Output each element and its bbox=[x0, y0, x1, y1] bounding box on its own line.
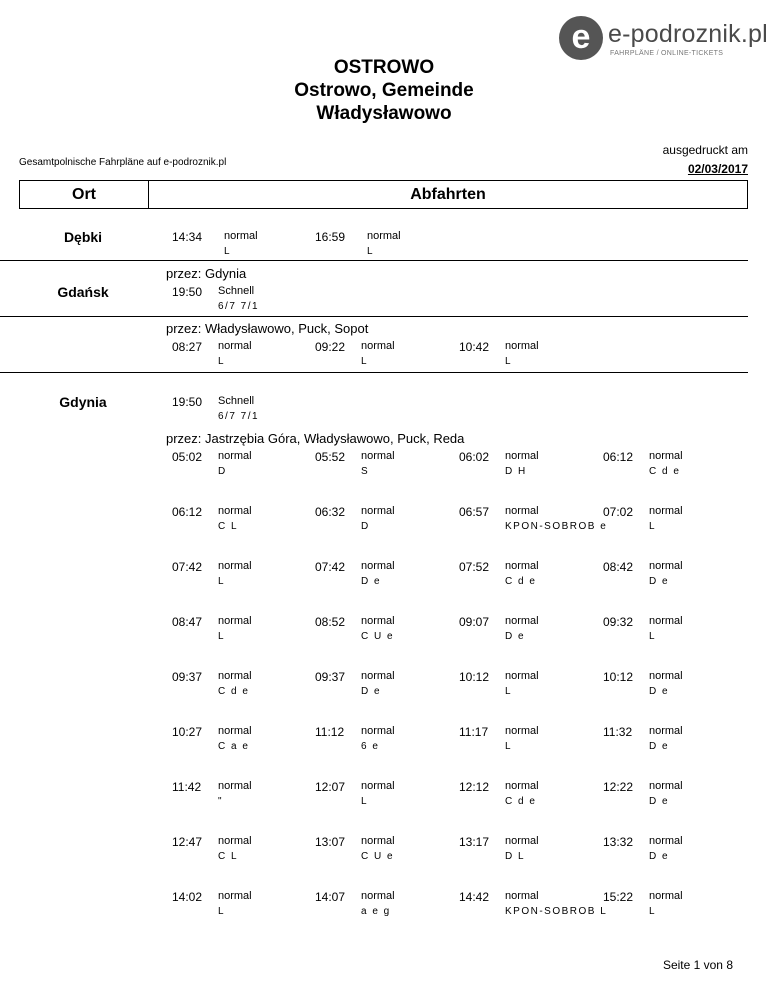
separator bbox=[0, 372, 748, 373]
departure-kind: normal bbox=[505, 890, 539, 902]
column-departures: Abfahrten bbox=[410, 186, 486, 203]
departure-time: 15:22 bbox=[603, 890, 634, 904]
departure-notes: " bbox=[218, 796, 224, 807]
departure-kind: normal bbox=[505, 725, 539, 737]
via-gdynia-3: przez: Jastrzębia Góra, Władysławowo, Puck, Reda bbox=[166, 431, 465, 446]
stop-municipality: Władysławowo bbox=[316, 103, 452, 124]
departure-notes: 6/7 7/1 bbox=[218, 411, 260, 422]
departure-kind: normal bbox=[649, 725, 683, 737]
departure-kind: normal bbox=[218, 505, 252, 517]
departure-kind: normal bbox=[505, 780, 539, 792]
departure-notes: D e bbox=[649, 576, 670, 587]
departure-time: 07:02 bbox=[603, 505, 634, 519]
departure-notes: 6/7 7/1 bbox=[218, 301, 260, 312]
departure-time: 14:34 bbox=[172, 230, 203, 244]
separator bbox=[0, 316, 748, 317]
departure-notes: C d e bbox=[505, 576, 537, 587]
departure-kind: Schnell bbox=[218, 395, 255, 407]
departure-notes: C d e bbox=[505, 796, 537, 807]
departure-time: 07:52 bbox=[459, 560, 490, 574]
departure-time: 10:12 bbox=[459, 670, 490, 684]
departure-notes: L bbox=[649, 906, 657, 917]
departure-kind: normal bbox=[361, 725, 395, 737]
departure-kind: normal bbox=[218, 890, 252, 902]
departure-notes: C U e bbox=[361, 851, 395, 862]
separator bbox=[0, 260, 748, 261]
departure-time: 07:42 bbox=[315, 560, 346, 574]
departure-time: 12:12 bbox=[459, 780, 490, 794]
departure-notes: L bbox=[649, 521, 657, 532]
departure-time: 08:47 bbox=[172, 615, 203, 629]
departure-notes: D e bbox=[361, 686, 382, 697]
departure-notes: L bbox=[505, 356, 513, 367]
departure-kind: normal bbox=[361, 505, 395, 517]
departure-time: 05:02 bbox=[172, 450, 203, 464]
departure-time: 09:22 bbox=[315, 340, 346, 354]
departure-notes: L bbox=[367, 246, 375, 257]
departure-kind: normal bbox=[649, 670, 683, 682]
departure-time: 14:42 bbox=[459, 890, 490, 904]
city-debki: Dębki bbox=[63, 229, 103, 245]
departure-kind: normal bbox=[649, 615, 683, 627]
departure-time: 14:07 bbox=[315, 890, 346, 904]
departure-kind: normal bbox=[649, 450, 683, 462]
departure-notes: L bbox=[218, 906, 226, 917]
departure-time: 12:22 bbox=[603, 780, 634, 794]
departure-kind: normal bbox=[505, 560, 539, 572]
departure-notes: L bbox=[218, 356, 226, 367]
departure-time: 11:32 bbox=[603, 725, 633, 739]
city-gdynia: Gdynia bbox=[59, 394, 107, 410]
departure-notes: KPON-SOBROB L bbox=[505, 906, 608, 917]
departure-notes: L bbox=[361, 796, 369, 807]
departure-time: 10:42 bbox=[459, 340, 490, 354]
departure-notes: L bbox=[505, 741, 513, 752]
departure-kind: normal bbox=[367, 230, 401, 242]
departure-time: 19:50 bbox=[172, 395, 203, 409]
departure-kind: normal bbox=[361, 450, 395, 462]
departure-time: 09:07 bbox=[459, 615, 490, 629]
via-gdynia-1: przez: Władysławowo, Puck, Sopot bbox=[166, 321, 369, 336]
departure-time: 06:02 bbox=[459, 450, 490, 464]
page-number: Seite 1 von 8 bbox=[662, 958, 733, 972]
departure-time: 12:47 bbox=[172, 835, 203, 849]
printed-label: ausgedruckt am bbox=[662, 143, 748, 157]
departure-kind: normal bbox=[218, 670, 252, 682]
stop-subtitle: Ostrowo, Gemeinde bbox=[294, 80, 474, 101]
departure-notes: C d e bbox=[649, 466, 681, 477]
departure-notes: 6 e bbox=[361, 741, 380, 752]
departure-notes: C U e bbox=[361, 631, 395, 642]
departure-notes: D e bbox=[649, 796, 670, 807]
departure-time: 16:59 bbox=[315, 230, 346, 244]
departure-time: 06:12 bbox=[603, 450, 634, 464]
logo-subtitle: FAHRPLÄNE / ONLINE-TICKETS bbox=[610, 50, 724, 57]
departure-time: 11:42 bbox=[172, 780, 202, 794]
departure-notes: L bbox=[505, 686, 513, 697]
departure-time: 13:17 bbox=[459, 835, 490, 849]
departure-kind: normal bbox=[649, 560, 683, 572]
departure-kind: normal bbox=[224, 230, 258, 242]
table-header bbox=[19, 180, 748, 209]
departure-kind: normal bbox=[505, 450, 539, 462]
departure-time: 08:27 bbox=[172, 340, 203, 354]
departure-kind: normal bbox=[218, 835, 252, 847]
departure-kind: normal bbox=[649, 890, 683, 902]
departure-kind: normal bbox=[505, 505, 539, 517]
departure-time: 06:57 bbox=[459, 505, 490, 519]
departure-time: 06:32 bbox=[315, 505, 346, 519]
departure-time: 06:12 bbox=[172, 505, 203, 519]
departure-notes: L bbox=[218, 631, 226, 642]
departure-notes: D e bbox=[505, 631, 526, 642]
departure-time: 10:27 bbox=[172, 725, 203, 739]
departure-kind: normal bbox=[649, 780, 683, 792]
departure-time: 12:07 bbox=[315, 780, 346, 794]
departure-time: 13:07 bbox=[315, 835, 346, 849]
departure-time: 10:12 bbox=[603, 670, 634, 684]
departure-notes: D e bbox=[361, 576, 382, 587]
departure-notes: D e bbox=[649, 851, 670, 862]
departure-kind: normal bbox=[361, 615, 395, 627]
departure-notes: D bbox=[361, 521, 370, 532]
departure-time: 08:42 bbox=[603, 560, 634, 574]
departure-kind: normal bbox=[218, 615, 252, 627]
departure-kind: normal bbox=[361, 670, 395, 682]
departure-kind: normal bbox=[218, 725, 252, 737]
departure-notes: a e g bbox=[361, 906, 391, 917]
departure-time: 13:32 bbox=[603, 835, 634, 849]
departure-kind: normal bbox=[361, 560, 395, 572]
departure-kind: normal bbox=[361, 835, 395, 847]
departure-notes: D e bbox=[649, 686, 670, 697]
departure-notes: C L bbox=[218, 521, 239, 532]
departure-kind: normal bbox=[218, 340, 252, 352]
departure-kind: normal bbox=[218, 780, 252, 792]
departure-notes: KPON-SOBROB e bbox=[505, 521, 608, 532]
departure-time: 11:12 bbox=[315, 725, 345, 739]
departure-time: 09:37 bbox=[172, 670, 203, 684]
departure-kind: Schnell bbox=[218, 285, 255, 297]
departure-notes: L bbox=[649, 631, 657, 642]
departure-kind: normal bbox=[505, 670, 539, 682]
departure-time: 05:52 bbox=[315, 450, 346, 464]
departure-notes: L bbox=[218, 576, 226, 587]
via-gdansk: przez: Gdynia bbox=[166, 266, 247, 281]
departure-kind: normal bbox=[218, 560, 252, 572]
departure-kind: normal bbox=[361, 890, 395, 902]
departure-time: 09:37 bbox=[315, 670, 346, 684]
logo-e-icon: e bbox=[559, 16, 603, 60]
departure-notes: C d e bbox=[218, 686, 250, 697]
departure-notes: C L bbox=[218, 851, 239, 862]
departure-kind: normal bbox=[361, 340, 395, 352]
departure-time: 11:17 bbox=[459, 725, 489, 739]
departure-time: 14:02 bbox=[172, 890, 203, 904]
departure-time: 09:32 bbox=[603, 615, 634, 629]
departure-kind: normal bbox=[649, 505, 683, 517]
stop-name: OSTROWO bbox=[333, 57, 435, 78]
departure-kind: normal bbox=[218, 450, 252, 462]
departure-time: 19:50 bbox=[172, 285, 203, 299]
departure-kind: normal bbox=[649, 835, 683, 847]
departure-notes: S bbox=[361, 466, 370, 477]
printed-date: 02/03/2017 bbox=[687, 162, 748, 176]
city-gdansk: Gdańsk bbox=[57, 284, 109, 300]
site-note: Gesamtpolnische Fahrpläne auf e-podroznik.pl bbox=[19, 157, 227, 168]
departure-notes: L bbox=[361, 356, 369, 367]
departure-kind: normal bbox=[505, 835, 539, 847]
departure-notes: D e bbox=[649, 741, 670, 752]
departure-time: 07:42 bbox=[172, 560, 203, 574]
departure-kind: normal bbox=[361, 780, 395, 792]
column-place: Ort bbox=[72, 186, 96, 203]
departure-kind: normal bbox=[505, 340, 539, 352]
logo-text: e-podroznik.pl bbox=[608, 20, 768, 48]
departure-kind: normal bbox=[505, 615, 539, 627]
departure-time: 08:52 bbox=[315, 615, 346, 629]
departure-notes: D L bbox=[505, 851, 526, 862]
departure-notes: D H bbox=[505, 466, 527, 477]
departure-notes: L bbox=[224, 246, 232, 257]
departure-notes: D bbox=[218, 466, 227, 477]
departure-notes: C a e bbox=[218, 741, 250, 752]
